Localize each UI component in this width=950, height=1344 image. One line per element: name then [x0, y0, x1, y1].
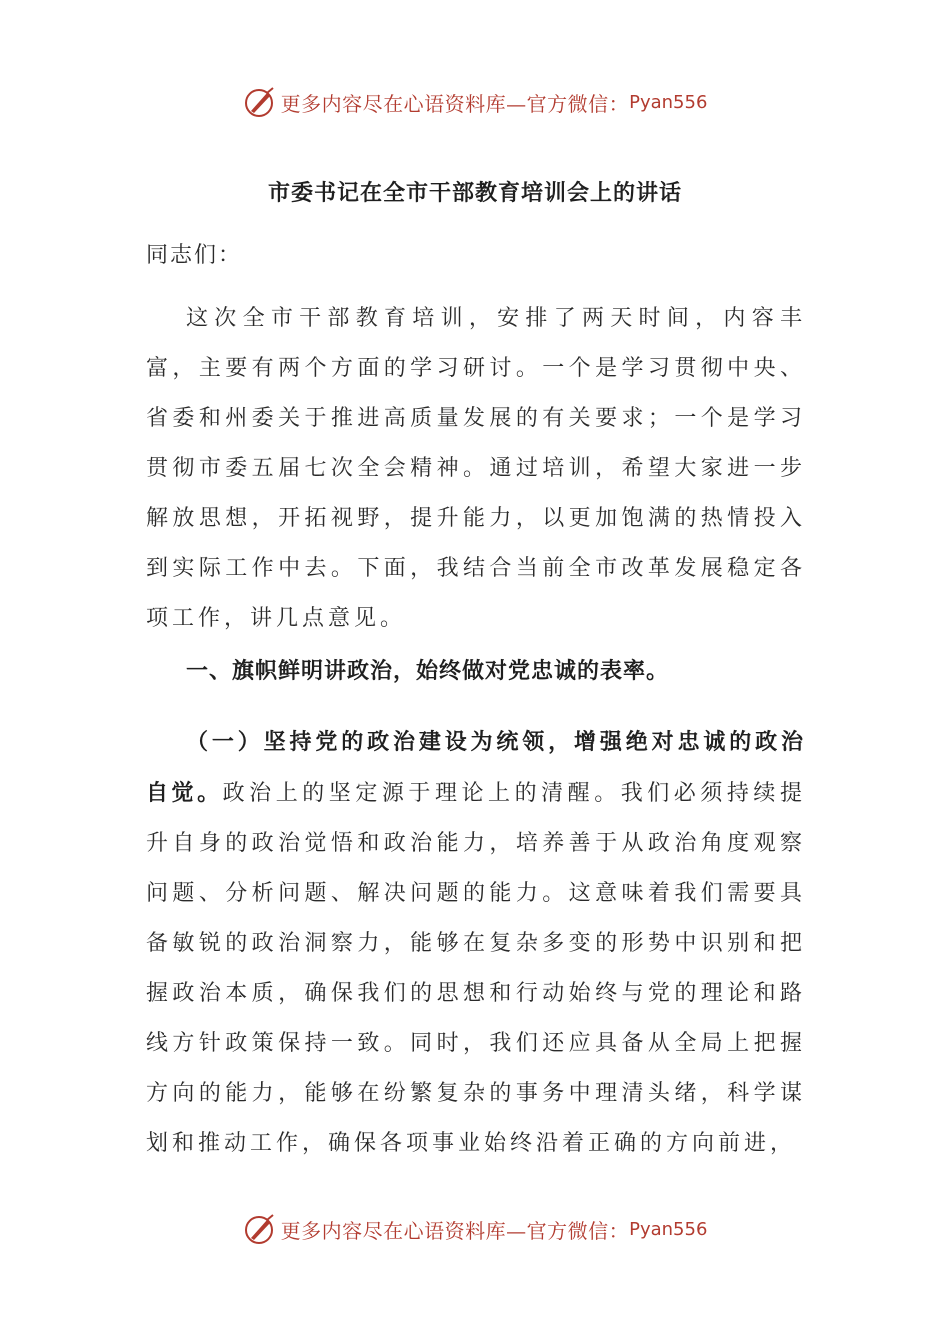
salutation: 同志们：: [146, 243, 243, 268]
opening-paragraph: 这次全市干部教育培训，安排了两天时间，内容丰富，主要有两个方面的学习研讨。一个是学习贯彻中央、省委和州委关于推进高质量发展的有关要求；一个是学习贯彻市委五届七次全会精神。通过培训，希望大家进一步解放思想，开拓视野，提升能力，以更加饱满的热情投入到实际工作中去。下面，我结合当前全市改革发展稳定各项工作，讲几点意见。: [146, 306, 806, 631]
quill-pen-logo-icon: [243, 85, 277, 119]
section-heading-1: 一、旗帜鲜明讲政治，始终做对党忠诚的表率。: [186, 658, 670, 684]
document-title: 市委书记在全市干部教育培训会上的讲话: [267, 180, 682, 206]
watermark-text: 更多内容尽在心语资料库—官方微信：: [280, 91, 630, 116]
watermark-handle: Pyan556: [629, 1218, 708, 1240]
subsection-lead: （一）坚持党的政治建设为统领，增强绝对忠诚的政治自觉。: [146, 729, 806, 806]
watermark-banner-bottom: [0, 1209, 950, 1249]
subsection-body: 政治上的坚定源于理论上的清醒。我们必须持续提升自身的政治觉悟和政治能力，培养善于从政治角度观察问题、分析问题、解决问题的能力。这意味着我们需要具备敏锐的政治洞察力，能够在复杂多变的形势中识别和把握政治本质，确保我们的思想和行动始终与党的理论和路线方针政策保持一致。同时，我们还应具备从全局上把握方向的能力，能够在纷繁复杂的事务中理清头绪，科学谋划和推动工作，确保各项事业始终沿着正确的方向前进，: [146, 781, 806, 1156]
watermark-handle: Pyan556: [629, 91, 708, 113]
watermark-text: 更多内容尽在心语资料库—官方微信：: [280, 1218, 630, 1243]
subsection-paragraph: [146, 717, 806, 1169]
quill-pen-logo-icon: [243, 1212, 277, 1246]
watermark-banner-top: [0, 82, 950, 122]
